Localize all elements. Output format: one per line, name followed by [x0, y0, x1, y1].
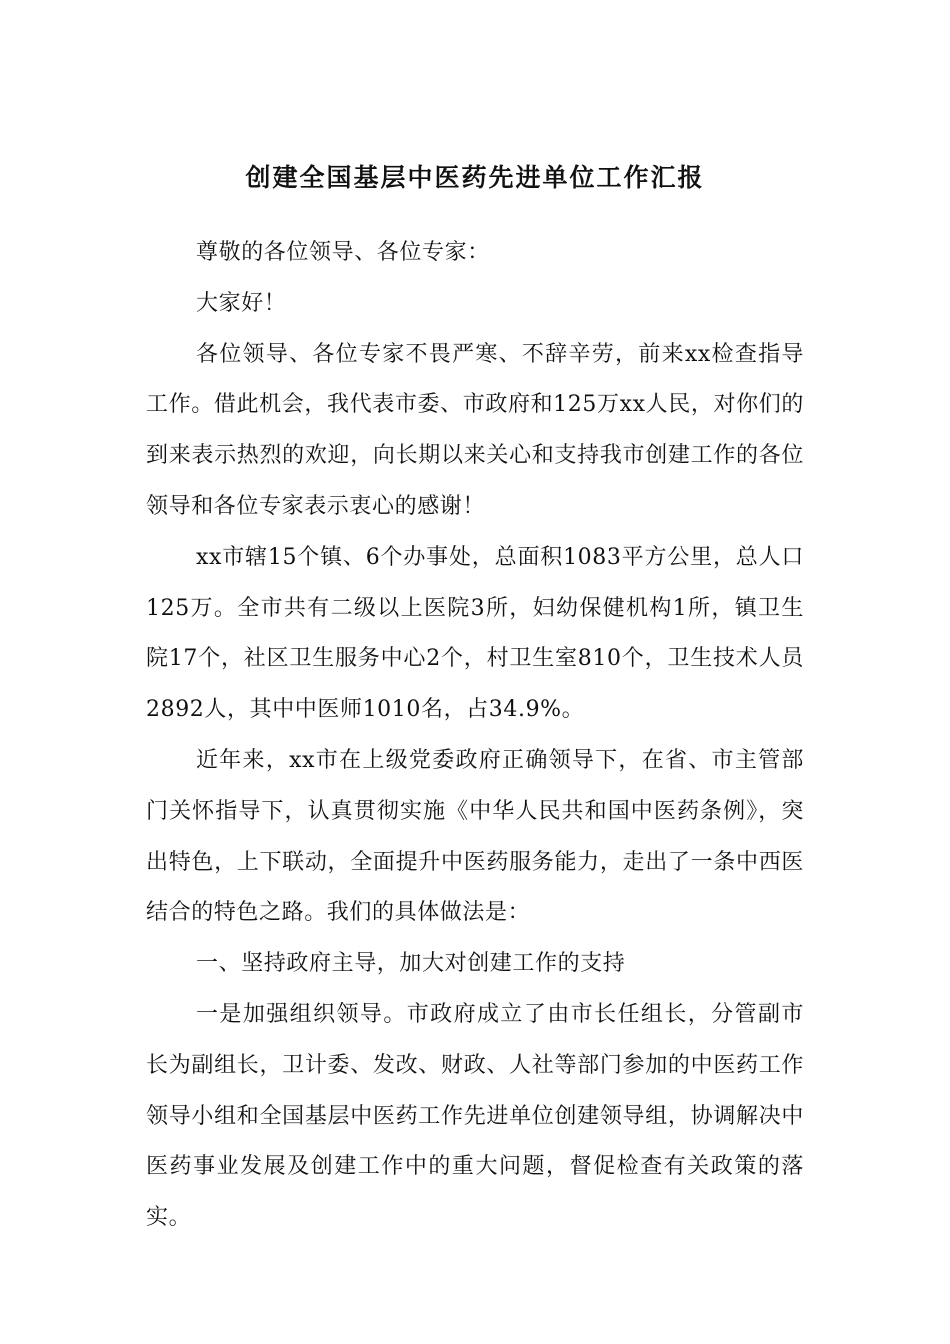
city-overview-paragraph: xx市辖15个镇、6个办事处，总面积1083平方公里，总人口125万。全市共有二级以上医院3所，妇幼保健机构1所，镇卫生院17个，社区卫生服务中心2个，村卫生室810个，卫生技术人员2892人，其中中医师1010名，占34.9%。	[146, 544, 804, 723]
greeting-paragraph: 大家好！	[196, 290, 287, 316]
welcome-paragraph: 各位领导、各位专家不畏严寒、不辞辛劳，前来xx检查指导工作。借此机会，我代表市委、市政府和125万xx人民，对你们的到来表示热烈的欢迎，向长期以来关心和支持我市创建工作的各位领导和各位专家表示衷心的感谢！	[146, 341, 804, 519]
salutation-paragraph: 尊敬的各位领导、各位专家：	[196, 240, 490, 265]
document-title: 创建全国基层中医药先进单位工作汇报	[245, 163, 705, 192]
section-heading-1: 一、坚持政府主导，加大对创建工作的支持	[196, 951, 626, 977]
achievements-paragraph: 近年来，xx市在上级党委政府正确领导下，在省、市主管部门关怀指导下，认真贯彻实施《中华人民共和国中医药条例》，突出特色，上下联动，全面提升中医药服务能力，走出了一条中西医结合的特色之路。我们的具体做法是：	[146, 747, 804, 926]
document-body	[146, 228, 804, 1244]
organization-paragraph: 一是加强组织领导。市政府成立了由市长任组长，分管副市长为副组长，卫计委、发改、财政、人社等部门参加的中医药工作领导小组和全国基层中医药工作先进单位创建领导组，协调解决中医药事业发展及创建工作中的重大问题，督促检查有关政策的落实。	[146, 1001, 804, 1231]
